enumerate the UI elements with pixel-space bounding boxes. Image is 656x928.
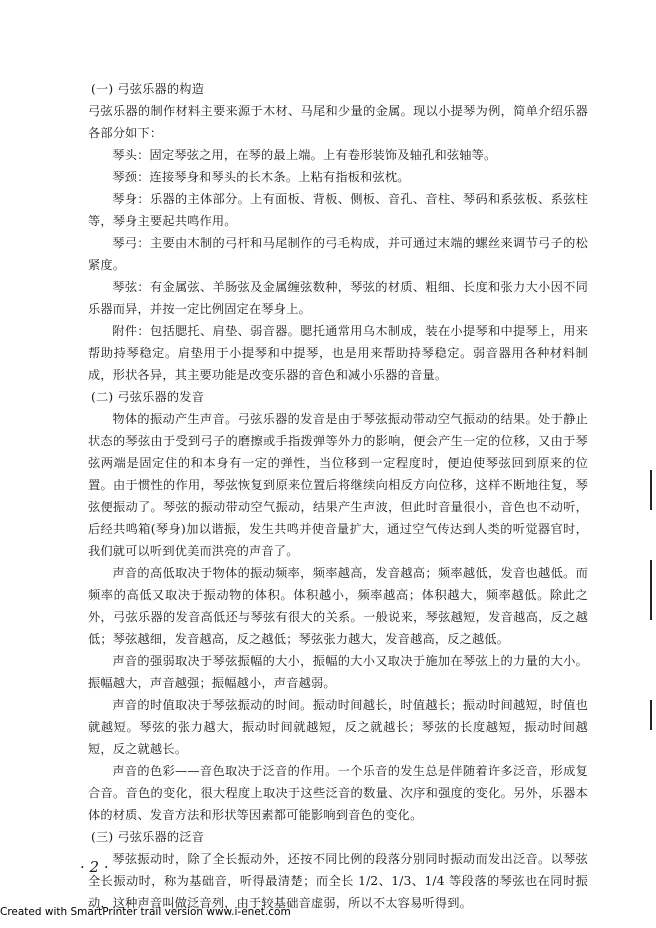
section-heading-1: (一) 弓弦乐器的构造 — [91, 82, 205, 96]
paragraph: 声音的色彩——音色取决于泛音的作用。一个乐音的发生总是伴随着许多泛音，形成复合音。音色的变化，很大程度上取决于这些泛音的数量、次序和强度的变化。另外，乐器本体的材质、发音方法和形状等因素都可能影响到音色的变化。 — [88, 764, 588, 822]
paragraph: 琴身：乐器的主体部分。上有面板、背板、侧板、音孔、音柱、琴码和系弦板、系弦柱等，琴身主要起共鸣作用。 — [88, 192, 588, 228]
paragraph: 琴头：固定琴弦之用，在琴的最上端。上有卷形装饰及轴孔和弦轴等。 — [112, 148, 497, 162]
scan-edge-mark — [650, 700, 652, 730]
watermark-footer: Created with SmartPrinter trail version www.i-enet.com — [0, 906, 291, 918]
scan-edge-mark — [650, 470, 652, 510]
scan-edge-mark — [650, 560, 652, 620]
paragraph: 物体的振动产生声音。弓弦乐器的发音是由于琴弦振动带动空气振动的结果。处于静止状态的琴弦由于受到弓子的磨擦或手指拨弹等外力的影响，便会产生一定的位移，又由于琴弦两端是固定住的和本身有一定的弹性，当位移到一定程度时，便迫使琴弦回到原来的位置。由于惯性的作用，琴弦恢复到原来位置后将继续向相反方向位移，这样不断地往复，琴弦便振动了。琴弦的振动带动空气振动，结果产生声波，但此时音量很小，音色也不动听，后经共鸣箱(琴身)加以谐振，发生共鸣并使音量扩大，通过空气传达到人类的听觉器官时，我们就可以听到优美而洪亮的声音了。 — [88, 412, 588, 558]
section-heading-3: (三) 弓弦乐器的泛音 — [91, 830, 205, 844]
paragraph: 弓弦乐器的制作材料主要来源于木材、马尾和少量的金属。现以小提琴为例，简单介绍乐器各部分如下： — [88, 104, 588, 140]
paragraph: 琴颈：连接琴身和琴头的长木条。上粘有指板和弦枕。 — [112, 170, 410, 184]
paragraph: 琴弦振动时，除了全长振动外，还按不同比例的段落分别同时振动而发出泛音。以琴弦全长振动时，称为基础音，听得最清楚；而全长 1/2、1/3、1/4 等段落的琴弦也在同时振动，这种声音叫做泛音列，由于较基础音虚弱，所以不太容易听得到。 — [88, 852, 588, 910]
body-text — [88, 78, 588, 914]
paragraph: 琴弦：有金属弦、羊肠弦及金属缠弦数种，琴弦的材质、粗细、长度和张力大小因不同乐器而异，并按一定比例固定在琴身上。 — [88, 280, 588, 316]
paragraph: 琴弓：主要由木制的弓杆和马尾制作的弓毛构成，并可通过末端的螺丝来调节弓子的松紧度。 — [88, 236, 588, 272]
paragraph: 附件：包括腮托、肩垫、弱音器。腮托通常用乌木制成，装在小提琴和中提琴上，用来帮助持琴稳定。肩垫用于小提琴和中提琴，也是用来帮助持琴稳定。弱音器用各种材料制成，形状各异，其主要功能是改变乐器的音色和减小乐器的音量。 — [88, 324, 588, 382]
section-heading-2: (二) 弓弦乐器的发音 — [91, 390, 205, 404]
paragraph: 声音的时值取决于琴弦振动的时间。振动时间越长，时值越长；振动时间越短，时值也就越短。琴弦的张力越大，振动时间就越短，反之就越长；琴弦的长度越短，振动时间越短，反之就越长。 — [88, 698, 588, 756]
page-number: · 2 · — [80, 858, 109, 876]
paragraph: 声音的高低取决于物体的振动频率，频率越高，发音越高；频率越低，发音也越低。而频率的高低又取决于振动物的体积。体积越小，频率越高；体积越大，频率越低。除此之外，弓弦乐器的发音高低还与琴弦有很大的关系。一般说来，琴弦越短，发音越高，反之越低；琴弦越细，发音越高，反之越低；琴弦张力越大，发音越高，反之越低。 — [88, 566, 588, 646]
paragraph: 声音的强弱取决于琴弦振幅的大小，振幅的大小又取决于施加在琴弦上的力量的大小。振幅越大，声音越强；振幅越小，声音越弱。 — [88, 654, 588, 690]
